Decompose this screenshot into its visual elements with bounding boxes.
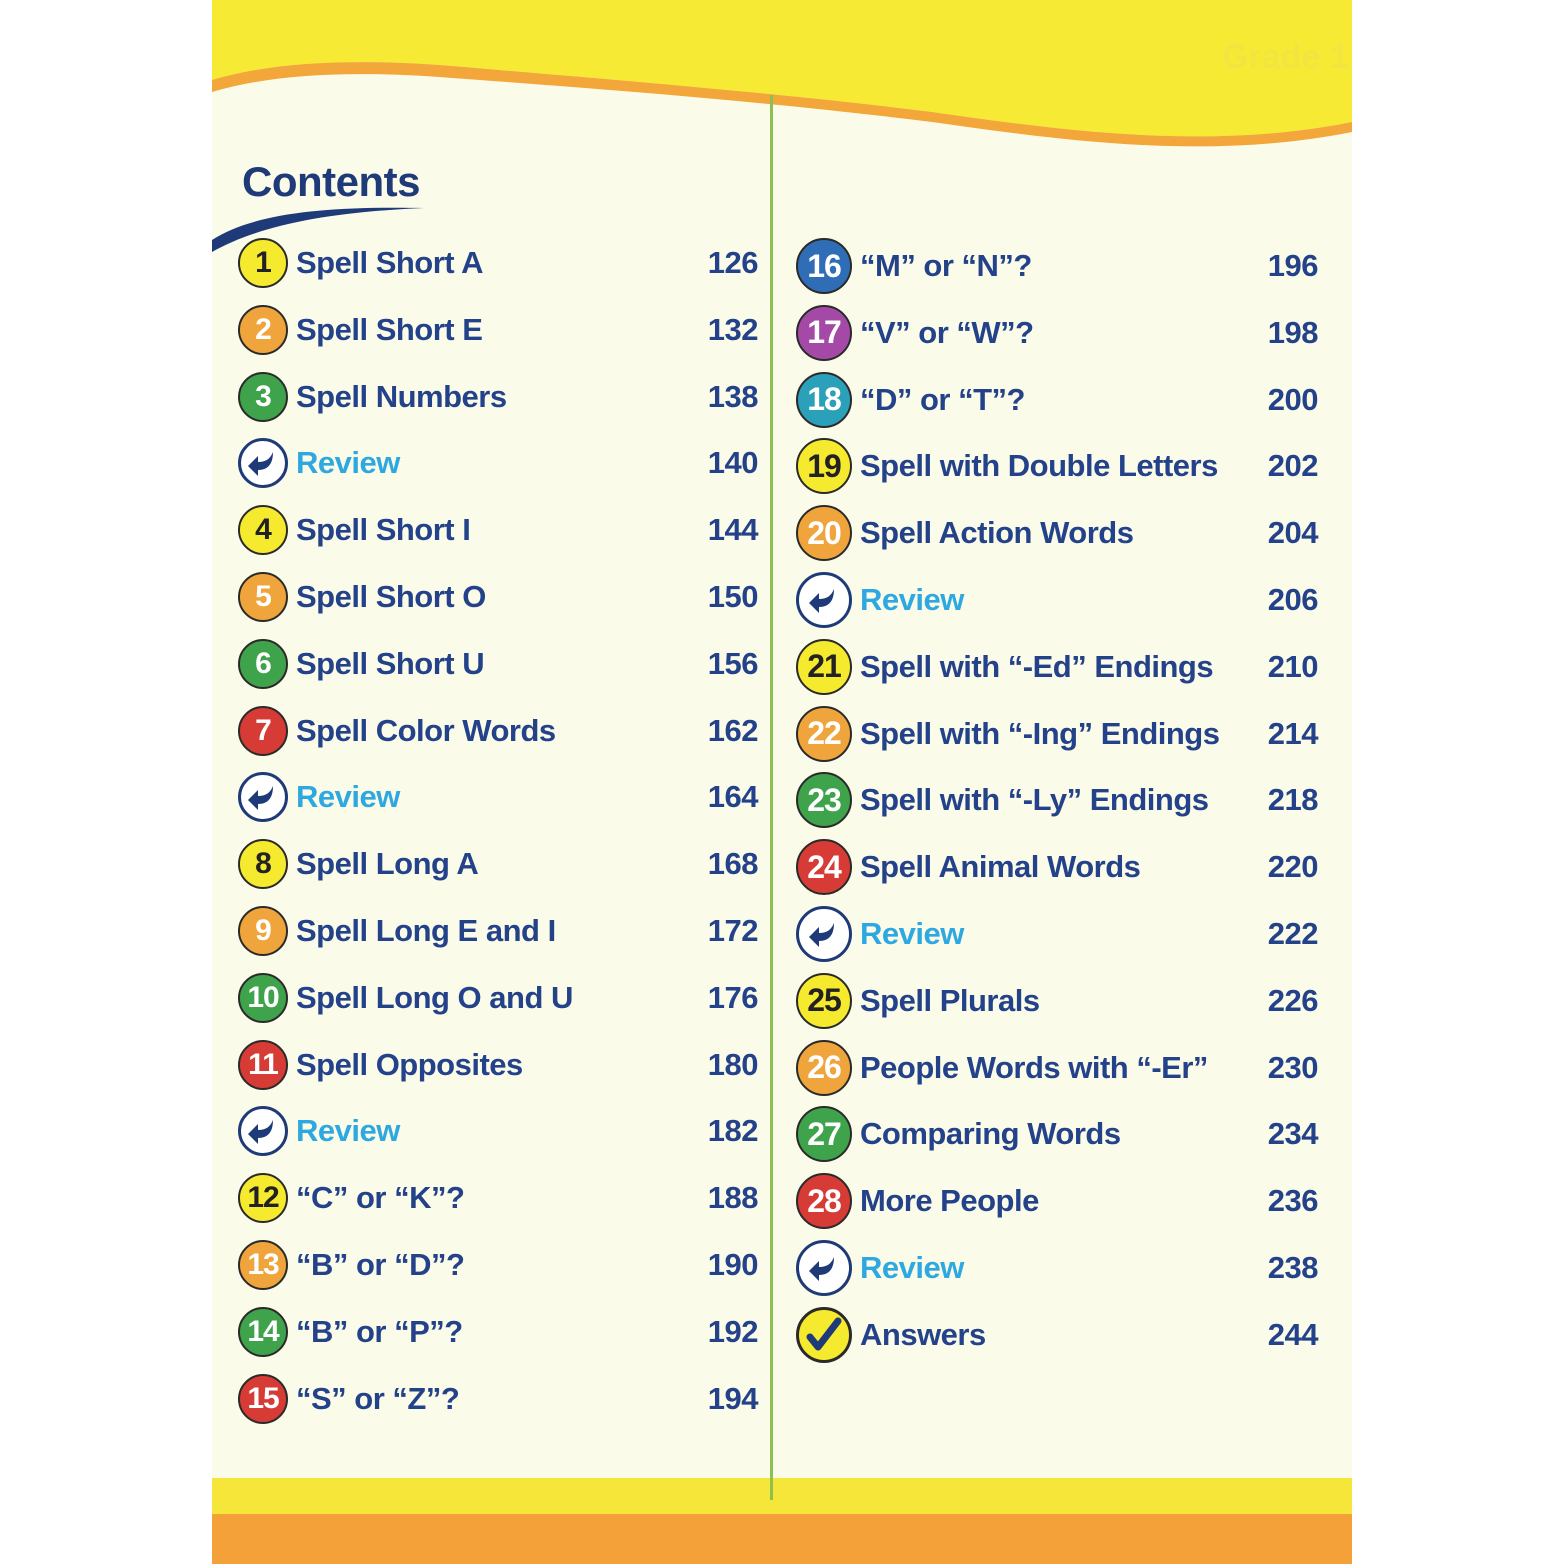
toc-entry-title: “S” or “Z”?	[296, 1380, 460, 1416]
lesson-number-badge: 19	[796, 438, 852, 494]
toc-entry[interactable]	[238, 701, 758, 761]
review-arrow-icon-graphic	[807, 1251, 841, 1285]
lesson-number-badge: 12	[238, 1173, 288, 1223]
toc-entry-page-number: 226	[1267, 982, 1318, 1018]
toc-entry-page-number: 220	[1267, 849, 1318, 885]
toc-entry-page-number: 214	[1267, 715, 1318, 751]
lesson-number-badge: 21	[796, 639, 852, 695]
lesson-number-badge: 7	[238, 706, 288, 756]
toc-entry-title: Review	[296, 445, 400, 481]
review-arrow-icon	[796, 906, 852, 962]
toc-entry[interactable]	[796, 1171, 1318, 1231]
toc-entry-page-number: 176	[707, 979, 758, 1015]
toc-entry-title: More People	[860, 1183, 1039, 1219]
toc-entry-title: Spell Short I	[296, 512, 471, 548]
contents-heading: Contents	[242, 158, 420, 205]
review-arrow-icon	[796, 1240, 852, 1296]
toc-entry-title: Review	[296, 1113, 400, 1149]
toc-entry[interactable]	[238, 767, 758, 827]
toc-entry[interactable]	[238, 367, 758, 427]
toc-entry-page-number: 180	[707, 1046, 758, 1082]
toc-entry-title: Spell Long O and U	[296, 979, 573, 1015]
toc-entry-title: People Words with “-Er”	[860, 1049, 1208, 1085]
lesson-number-badge: 23	[796, 772, 852, 828]
lesson-number-badge: 18	[796, 372, 852, 428]
toc-entry[interactable]	[796, 904, 1318, 964]
review-arrow-icon	[238, 1106, 288, 1156]
toc-entry-title: Spell Numbers	[296, 378, 507, 414]
toc-entry-page-number: 172	[707, 913, 758, 948]
lesson-number-badge: 13	[238, 1240, 288, 1290]
toc-entry[interactable]	[238, 634, 758, 694]
toc-entry-page-number: 188	[707, 1180, 758, 1216]
checkmark-icon	[796, 1307, 852, 1363]
column-divider	[770, 95, 773, 1500]
toc-entry[interactable]	[238, 233, 758, 293]
toc-entry-title: “C” or “K”?	[296, 1180, 465, 1216]
review-arrow-icon	[238, 772, 288, 822]
review-arrow-icon	[238, 438, 288, 488]
lesson-number-badge: 25	[796, 973, 852, 1029]
toc-entry[interactable]	[238, 1101, 758, 1161]
toc-entry-page-number: 192	[707, 1313, 758, 1349]
toc-entry-title: Spell with “-Ing” Endings	[860, 715, 1220, 751]
toc-entry-page-number: 190	[707, 1247, 758, 1282]
toc-entry[interactable]	[238, 901, 758, 961]
toc-entry-title: Spell Short O	[296, 579, 486, 614]
toc-entry-title: “V” or “W”?	[860, 314, 1034, 350]
toc-entry[interactable]	[238, 567, 758, 627]
toc-entry-title: Spell Long A	[296, 846, 479, 882]
lesson-number-badge: 17	[796, 305, 852, 361]
toc-entry[interactable]	[796, 436, 1318, 496]
toc-entry-page-number: 244	[1267, 1316, 1318, 1352]
toc-entry[interactable]	[238, 1168, 758, 1228]
toc-entry-page-number: 204	[1267, 515, 1318, 551]
toc-entry-page-number: 150	[707, 579, 758, 614]
toc-entry-page-number: 196	[1267, 248, 1318, 283]
toc-entry-page-number: 168	[707, 846, 758, 882]
toc-entry-page-number: 222	[1267, 916, 1318, 951]
toc-entry-title: Review	[296, 779, 400, 815]
toc-entry-title: “D” or “T”?	[860, 381, 1025, 417]
toc-entry[interactable]	[796, 704, 1318, 764]
toc-entry[interactable]	[796, 303, 1318, 363]
lesson-number-badge: 24	[796, 839, 852, 895]
toc-entry[interactable]	[238, 500, 758, 560]
review-arrow-icon-graphic	[246, 780, 280, 814]
toc-entry-page-number: 194	[707, 1380, 758, 1416]
toc-entry-title: Spell Animal Words	[860, 849, 1141, 885]
toc-entry[interactable]	[796, 503, 1318, 563]
toc-entry-page-number: 218	[1267, 782, 1318, 818]
toc-entry[interactable]	[796, 1238, 1318, 1298]
toc-entry-title: Spell with Double Letters	[860, 448, 1218, 484]
toc-entry-title: Spell with “-Ed” Endings	[860, 648, 1214, 684]
lesson-number-badge: 4	[238, 505, 288, 555]
checkmark-icon-graphic	[804, 1315, 844, 1355]
toc-entry-page-number: 140	[707, 445, 758, 481]
toc-entry-title: “B” or “D”?	[296, 1247, 465, 1282]
toc-entry[interactable]	[796, 370, 1318, 430]
header-ghost-text: Grade 1	[1222, 38, 1349, 76]
toc-entry-title: Spell with “-Ly” Endings	[860, 782, 1209, 818]
lesson-number-badge: 20	[796, 505, 852, 561]
lesson-number-badge: 26	[796, 1040, 852, 1096]
lesson-number-badge: 2	[238, 305, 288, 355]
lesson-number-badge: 10	[238, 973, 288, 1023]
lesson-number-badge: 28	[796, 1173, 852, 1229]
lesson-number-badge: 15	[238, 1374, 288, 1424]
lesson-number-badge: 8	[238, 839, 288, 889]
toc-entry-page-number: 156	[707, 645, 758, 681]
toc-entry-title: Review	[860, 1250, 964, 1285]
toc-entry-title: Review	[860, 916, 964, 951]
lesson-number-badge: 6	[238, 639, 288, 689]
lesson-number-badge: 9	[238, 906, 288, 956]
toc-entry[interactable]	[796, 1305, 1318, 1365]
toc-entry-title: Spell Short E	[296, 311, 483, 347]
toc-entry-title: Review	[860, 582, 964, 617]
toc-entry-page-number: 238	[1267, 1250, 1318, 1285]
toc-entry-page-number: 132	[707, 311, 758, 347]
toc-entry-title: Spell Long E and I	[296, 913, 556, 948]
toc-entry-page-number: 206	[1267, 582, 1318, 617]
toc-entry-page-number: 182	[707, 1113, 758, 1149]
toc-entry[interactable]	[796, 770, 1318, 830]
lesson-number-badge: 5	[238, 572, 288, 622]
lesson-number-badge: 27	[796, 1106, 852, 1162]
review-arrow-icon-graphic	[246, 1114, 280, 1148]
lesson-number-badge: 14	[238, 1307, 288, 1357]
toc-entry-title: Spell Color Words	[296, 712, 556, 748]
toc-entry[interactable]	[796, 570, 1318, 630]
toc-entry[interactable]	[796, 236, 1318, 296]
toc-entry[interactable]	[796, 1104, 1318, 1164]
toc-entry-page-number: 126	[707, 245, 758, 280]
toc-entry-page-number: 164	[707, 779, 758, 815]
toc-entry-page-number: 138	[707, 378, 758, 414]
toc-entry-page-number: 236	[1267, 1183, 1318, 1219]
toc-entry-page-number: 144	[707, 512, 758, 548]
toc-entry-title: Spell Short A	[296, 245, 483, 280]
review-arrow-icon-graphic	[246, 446, 280, 480]
toc-entry[interactable]	[238, 1035, 758, 1095]
toc-entry-title: Spell Short U	[296, 645, 485, 681]
lesson-number-badge: 16	[796, 238, 852, 294]
lesson-number-badge: 22	[796, 706, 852, 762]
toc-entry-title: Spell Action Words	[860, 515, 1134, 551]
toc-entry-title: Answers	[860, 1316, 986, 1352]
review-arrow-icon-graphic	[807, 917, 841, 951]
toc-entry[interactable]	[238, 968, 758, 1028]
toc-entry-page-number: 200	[1267, 381, 1318, 417]
toc-entry-title: Spell Opposites	[296, 1046, 523, 1082]
toc-entry[interactable]	[796, 1038, 1318, 1098]
toc-entry[interactable]	[796, 971, 1318, 1031]
review-arrow-icon	[796, 572, 852, 628]
toc-entry[interactable]	[238, 1302, 758, 1362]
toc-entry-title: Spell Plurals	[860, 982, 1040, 1018]
toc-entry[interactable]	[238, 1369, 758, 1429]
toc-entry-page-number: 198	[1267, 314, 1318, 350]
toc-entry[interactable]	[238, 1235, 758, 1295]
lesson-number-badge: 3	[238, 372, 288, 422]
toc-entry-page-number: 210	[1267, 648, 1318, 684]
toc-entry-title: “M” or “N”?	[860, 248, 1032, 283]
toc-entry-page-number: 234	[1267, 1116, 1318, 1152]
toc-entry-page-number: 230	[1267, 1049, 1318, 1085]
toc-entry[interactable]	[796, 637, 1318, 697]
toc-entry-page-number: 162	[707, 712, 758, 748]
review-arrow-icon-graphic	[807, 583, 841, 617]
contents-page	[212, 0, 1352, 1564]
toc-entry[interactable]	[238, 834, 758, 894]
toc-entry-title: “B” or “P”?	[296, 1313, 463, 1349]
lesson-number-badge: 1	[238, 238, 288, 288]
toc-entry-title: Comparing Words	[860, 1116, 1121, 1152]
lesson-number-badge: 11	[238, 1040, 288, 1090]
toc-entry[interactable]	[238, 433, 758, 493]
toc-entry[interactable]	[796, 837, 1318, 897]
toc-entry[interactable]	[238, 300, 758, 360]
toc-entry-page-number: 202	[1267, 448, 1318, 484]
